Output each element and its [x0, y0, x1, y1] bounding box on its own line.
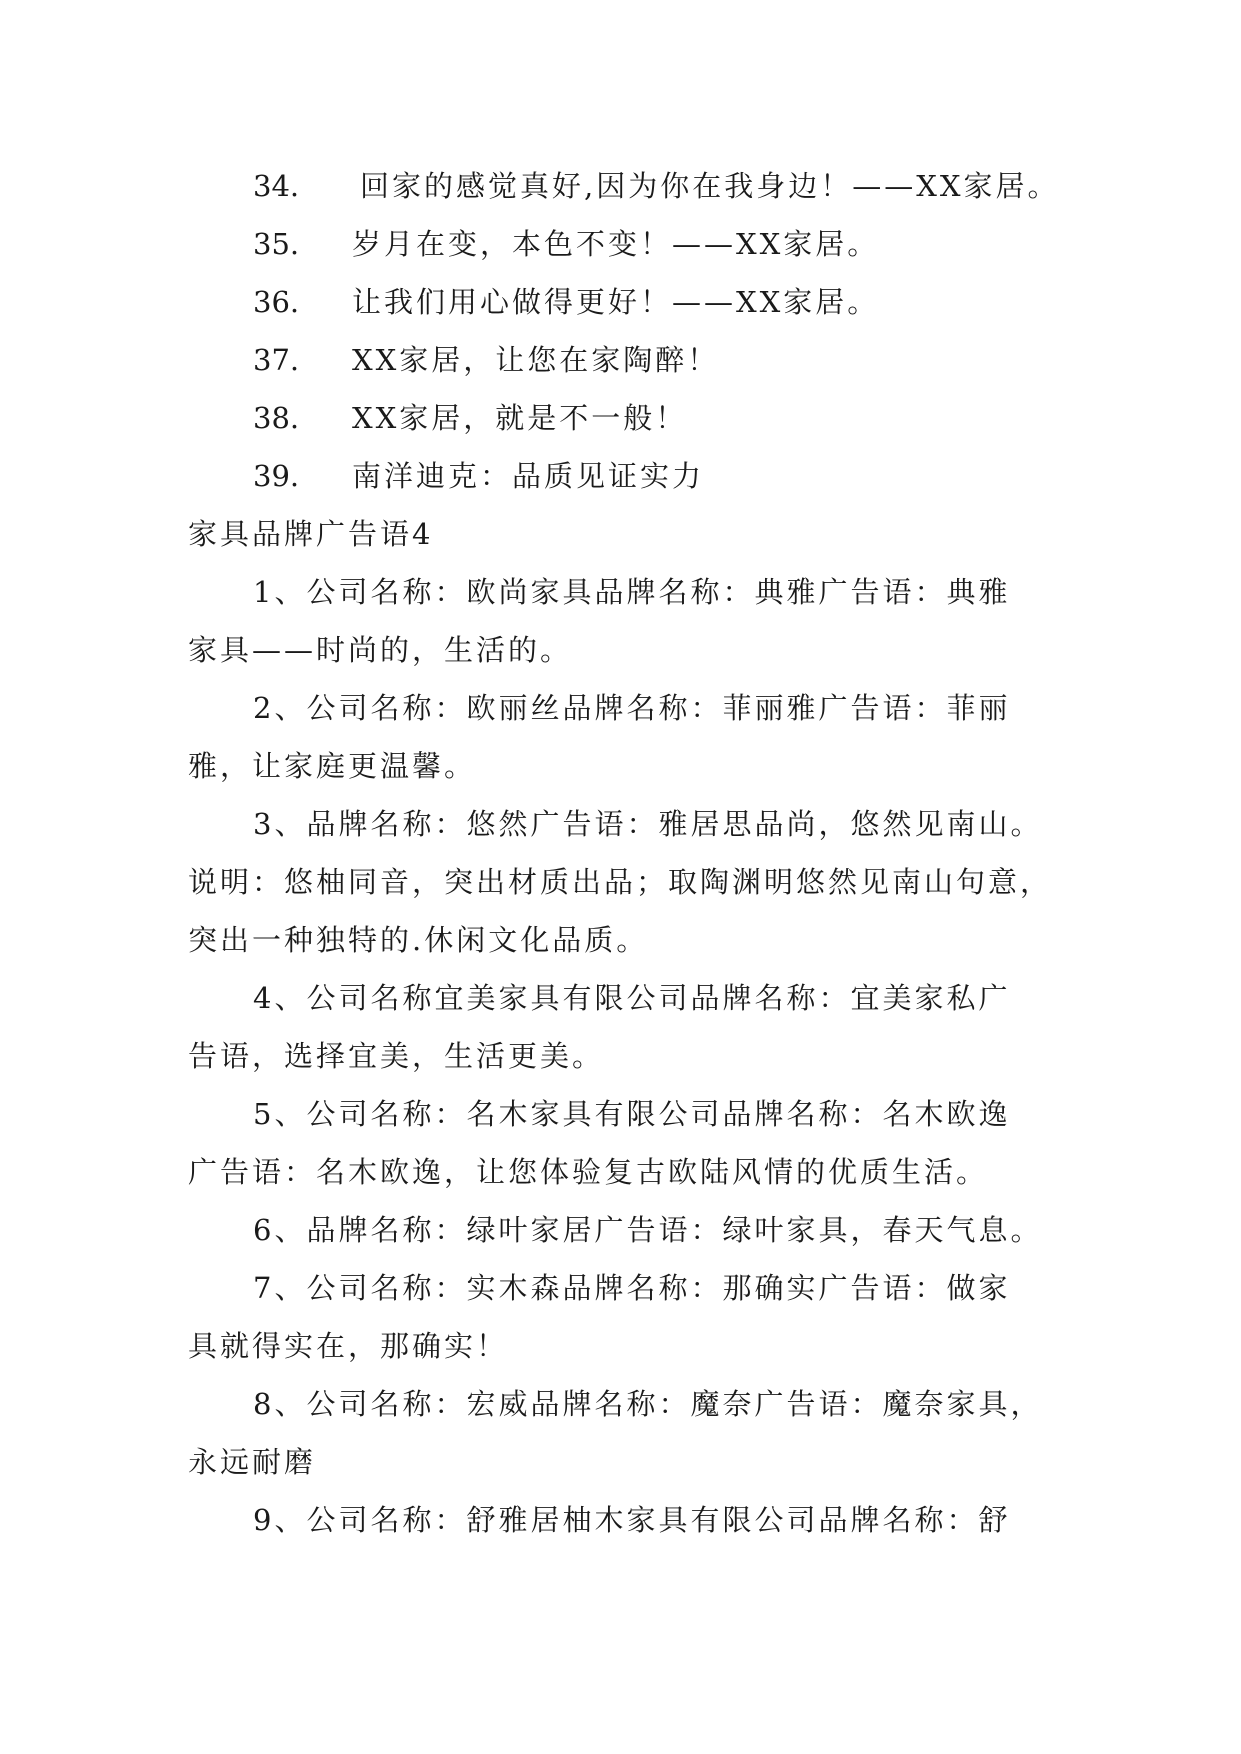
list-item-number: 35.: [253, 227, 300, 261]
paragraph-line: 7、公司名称：实木森品牌名称：那确实广告语：做家: [253, 1271, 1011, 1305]
paragraph-line: 6、品牌名称：绿叶家居广告语：绿叶家具，春天气息。: [253, 1213, 1043, 1247]
section-heading: 家具品牌广告语4: [188, 517, 434, 551]
paragraph-line: 1、公司名称：欧尚家具品牌名称：典雅广告语：典雅: [253, 575, 1011, 609]
paragraph-line: 家具——时尚的，生活的。: [188, 633, 573, 667]
paragraph-line: 告语，选择宜美，生活更美。: [188, 1039, 605, 1073]
list-item-text: XX家居，就是不一般！: [352, 401, 688, 435]
list-item-text: 岁月在变，本色不变！——XX家居。: [352, 227, 880, 261]
list-item-text: 南洋迪克：品质见证实力: [352, 459, 705, 493]
paragraph-line: 8、公司名称：宏威品牌名称：魔奈广告语：魔奈家具，: [253, 1387, 1043, 1421]
paragraph-line: 具就得实在，那确实！: [188, 1329, 509, 1363]
list-item-number: 34.: [253, 169, 300, 203]
list-item-number: 37.: [253, 343, 300, 377]
paragraph-line: 永远耐磨: [188, 1445, 317, 1479]
paragraph-line: 2、公司名称：欧丽丝品牌名称：菲丽雅广告语：菲丽: [253, 691, 1011, 725]
list-item-text: 让我们用心做得更好！——XX家居。: [352, 285, 880, 319]
list-item-number: 38.: [253, 401, 300, 435]
paragraph-line: 4、公司名称宜美家具有限公司品牌名称：宜美家私广: [253, 981, 1011, 1015]
paragraph-line: 雅，让家庭更温馨。: [188, 749, 477, 783]
paragraph-line: 9、公司名称：舒雅居柚木家具有限公司品牌名称：舒: [253, 1503, 1011, 1537]
list-item-number: 36.: [253, 285, 300, 319]
list-item-text: XX家居，让您在家陶醉！: [352, 343, 720, 377]
list-item-text: 回家的感觉真好,因为你在我身边！——XX家居。: [360, 169, 1060, 203]
paragraph-line: 说明：悠柚同音，突出材质出品；取陶渊明悠然见南山句意，: [188, 865, 1053, 899]
paragraph-line: 广告语：名木欧逸，让您体验复古欧陆风情的优质生活。: [188, 1155, 989, 1189]
list-item-number: 39.: [253, 459, 300, 493]
paragraph-line: 突出一种独特的.休闲文化品质。: [188, 923, 649, 957]
paragraph-line: 5、公司名称：名木家具有限公司品牌名称：名木欧逸: [253, 1097, 1011, 1131]
paragraph-line: 3、品牌名称：悠然广告语：雅居思品尚，悠然见南山。: [253, 807, 1043, 841]
